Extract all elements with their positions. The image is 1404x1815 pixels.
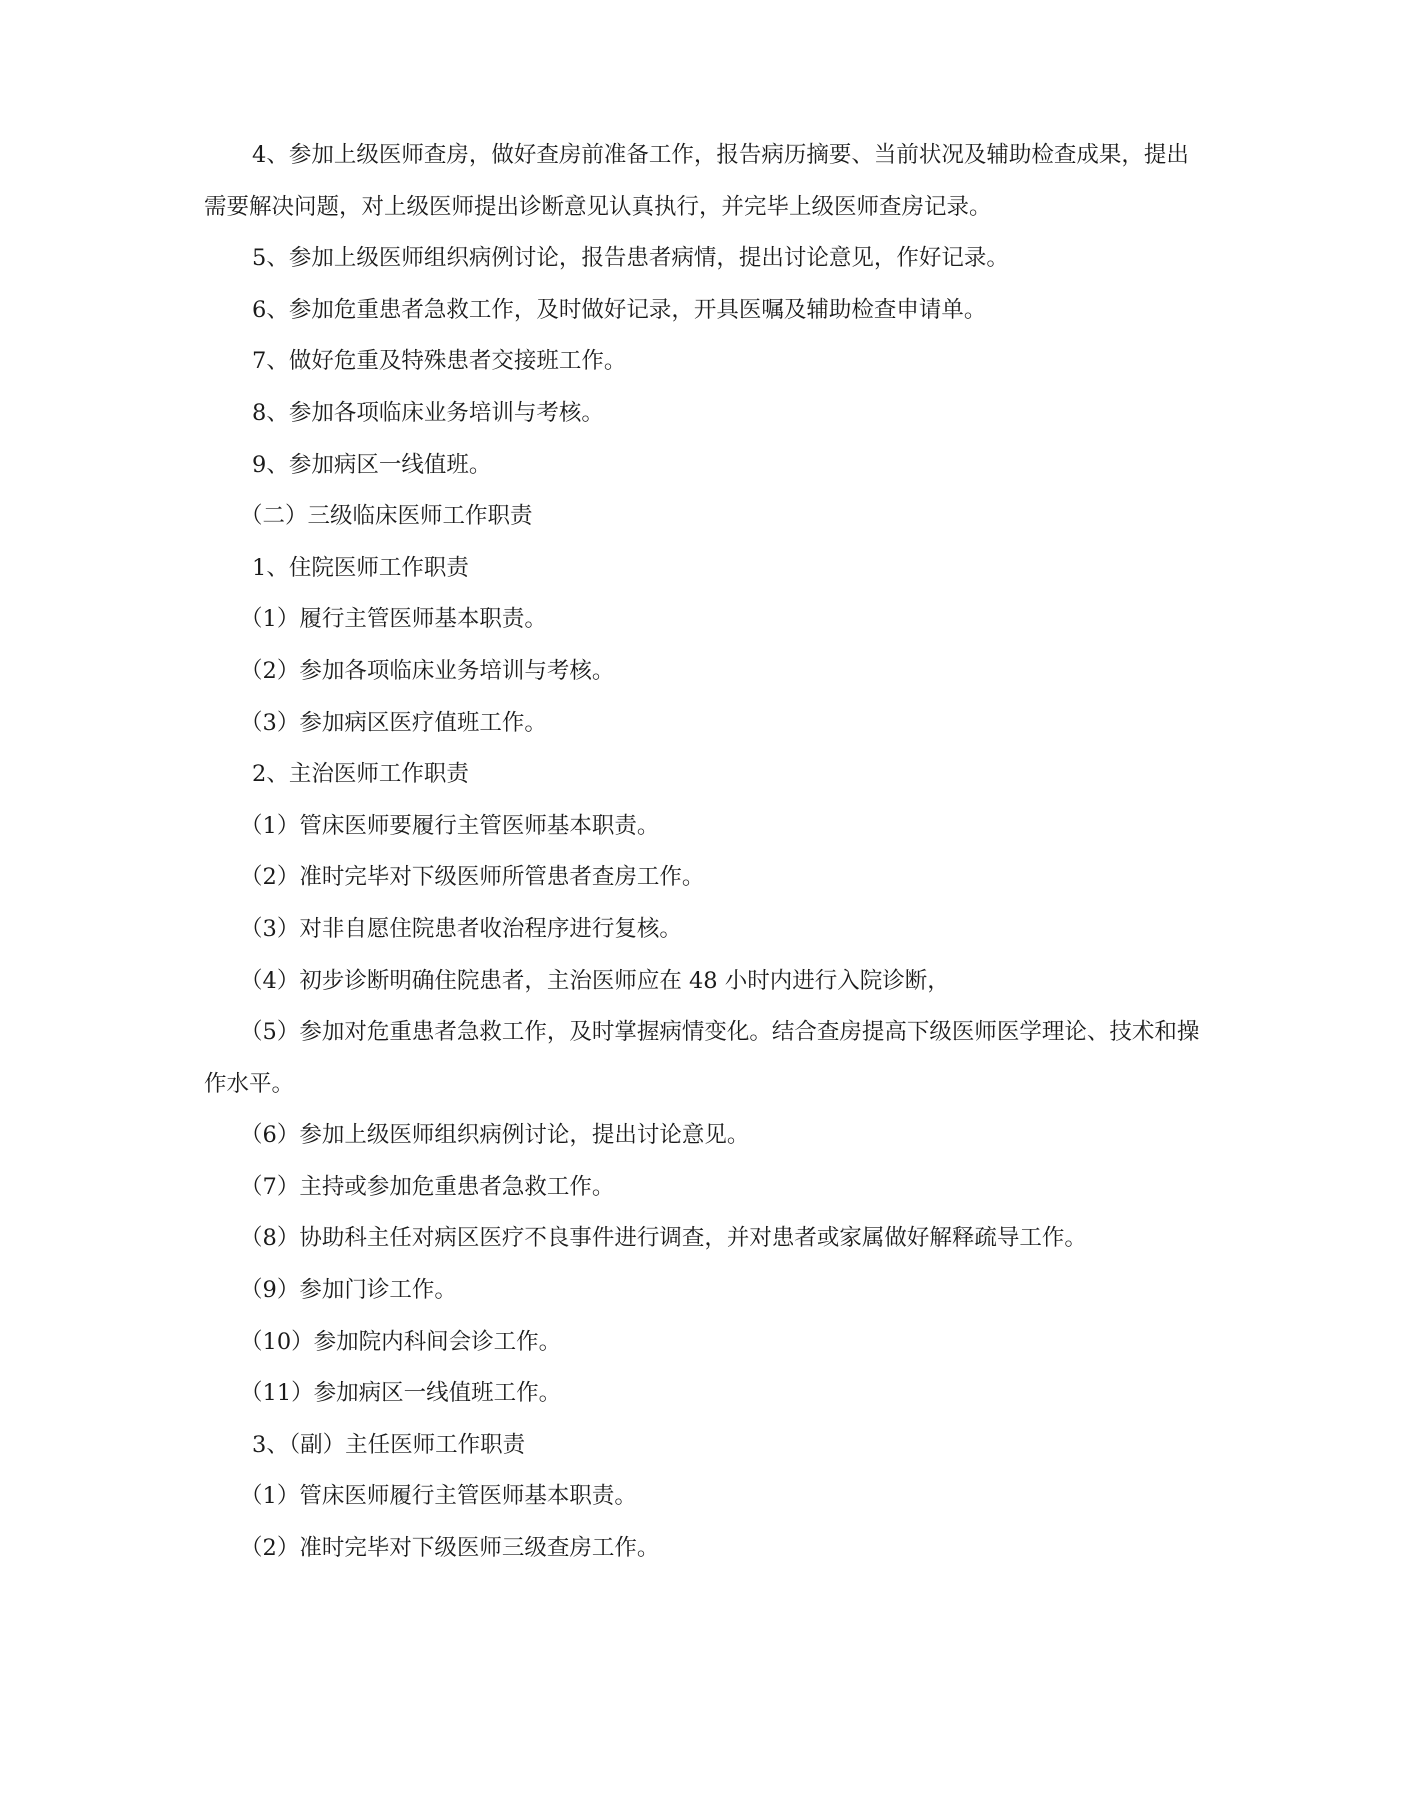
list-item-resident-2: （2）参加各项临床业务培训与考核。 xyxy=(240,657,615,684)
document-body xyxy=(204,130,1204,1575)
list-item-attending-2: （2）准时完毕对下级医师所管患者查房工作。 xyxy=(240,864,705,891)
list-item-attending-9: （9）参加门诊工作。 xyxy=(240,1277,457,1304)
list-item-attending-3: （3）对非自愿住院患者收治程序进行复核。 xyxy=(240,915,682,942)
paragraph-item-9: 9、参加病区一线值班。 xyxy=(252,451,492,478)
list-item-attending-11: （11）参加病区一线值班工作。 xyxy=(240,1380,562,1407)
list-item-attending-10: （10）参加院内科间会诊工作。 xyxy=(240,1328,562,1355)
list-item-attending-5: （5）参加对危重患者急救工作，及时掌握病情变化。结合查房提高下级医师医学理论、技术和操作水平。 xyxy=(204,1019,1200,1097)
list-item-attending-7: （7）主持或参加危重患者急救工作。 xyxy=(240,1173,615,1200)
list-item-resident-1: （1）履行主管医师基本职责。 xyxy=(240,606,547,633)
subsection-heading-chief: 3、（副）主任医师工作职责 xyxy=(252,1431,526,1458)
list-item-attending-1: （1）管床医师要履行主管医师基本职责。 xyxy=(240,812,660,839)
subsection-heading-attending: 2、主治医师工作职责 xyxy=(252,761,469,788)
list-item-chief-2: （2）准时完毕对下级医师三级查房工作。 xyxy=(240,1535,660,1562)
list-item-attending-4: （4）初步诊断明确住院患者，主治医师应在 48 小时内进行入院诊断， xyxy=(240,967,950,994)
section-heading-two: （二）三级临床医师工作职责 xyxy=(240,503,533,530)
paragraph-item-7: 7、做好危重及特殊患者交接班工作。 xyxy=(252,348,627,375)
paragraph-item-8: 8、参加各项临床业务培训与考核。 xyxy=(252,399,604,426)
paragraph-item-5: 5、参加上级医师组织病例讨论，报告患者病情，提出讨论意见，作好记录。 xyxy=(252,245,1009,272)
list-item-attending-6: （6）参加上级医师组织病例讨论，提出讨论意见。 xyxy=(240,1122,750,1149)
paragraph-item-4: 4、参加上级医师查房，做好查房前准备工作，报告病历摘要、当前状况及辅助检查成果，提出需要解决问题，对上级医师提出诊断意见认真执行，并完毕上级医师查房记录。 xyxy=(204,142,1189,220)
list-item-resident-3: （3）参加病区医疗值班工作。 xyxy=(240,709,547,736)
list-item-attending-8: （8）协助科主任对病区医疗不良事件进行调查，并对患者或家属做好解释疏导工作。 xyxy=(240,1225,1087,1252)
paragraph-item-6: 6、参加危重患者急救工作，及时做好记录，开具医嘱及辅助检查申请单。 xyxy=(252,296,987,323)
list-item-chief-1: （1）管床医师履行主管医师基本职责。 xyxy=(240,1483,637,1510)
subsection-heading-resident: 1、住院医师工作职责 xyxy=(252,554,469,581)
